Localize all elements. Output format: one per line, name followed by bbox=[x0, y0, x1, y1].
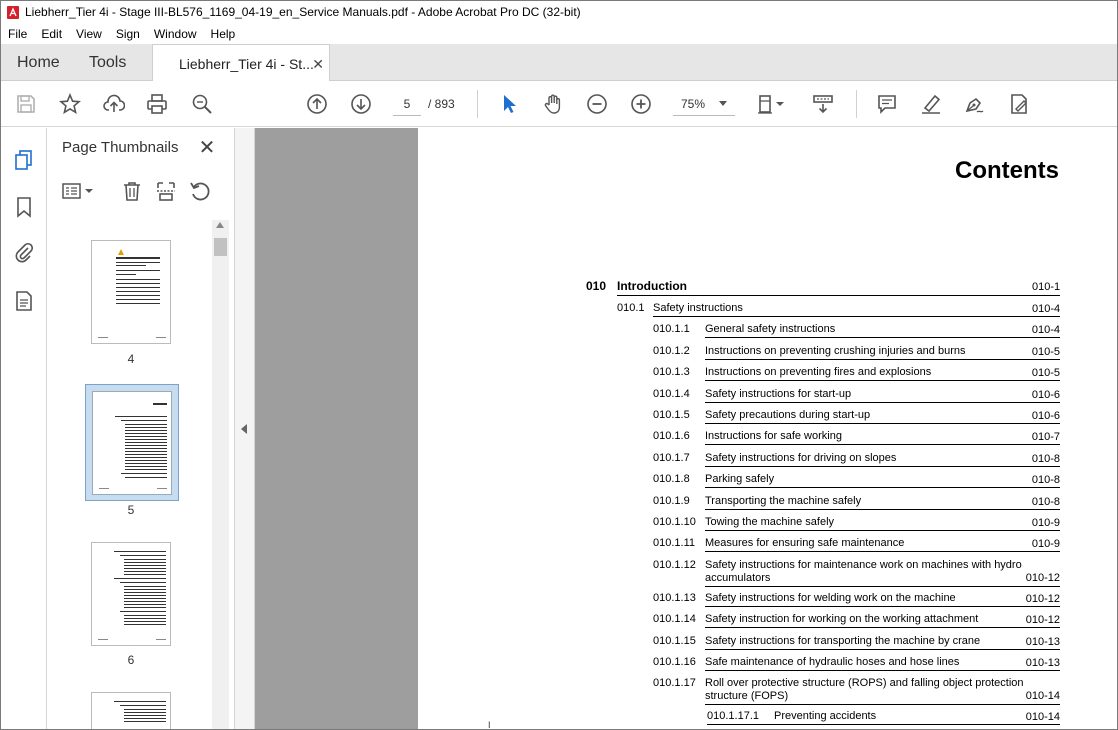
toc-item-title[interactable]: Towing the machine safely bbox=[705, 516, 835, 528]
toc-item-number: 010.1.11 bbox=[653, 537, 696, 549]
thumbnail-label: 5 bbox=[127, 503, 135, 517]
zoom-level-value: 75% bbox=[681, 96, 706, 111]
comment-icon[interactable] bbox=[875, 92, 899, 116]
bookmarks-icon[interactable] bbox=[12, 195, 36, 219]
toc-item-number: 010.1.2 bbox=[653, 345, 690, 357]
zoom-in-icon[interactable] bbox=[629, 92, 653, 116]
toc-item-title[interactable]: Measures for ensuring safe maintenance bbox=[705, 537, 905, 549]
toc-item-number: 010.1.6 bbox=[653, 430, 690, 442]
toc-rule bbox=[705, 670, 1060, 671]
toc-item-page: 010-6 bbox=[1031, 410, 1060, 422]
close-tab-icon[interactable]: ✕ bbox=[312, 56, 324, 72]
title-bar bbox=[1, 1, 1117, 23]
save-icon[interactable] bbox=[14, 92, 38, 116]
thumbnail-label: 6 bbox=[127, 653, 135, 667]
toc-section-page: 010-4 bbox=[1032, 303, 1061, 315]
toc-item-title[interactable]: Safe maintenance of hydraulic hoses and hose lines bbox=[705, 656, 960, 668]
page-number-input[interactable]: 5 bbox=[393, 92, 421, 116]
toc-rule bbox=[705, 530, 1060, 531]
toc-item-page: 010-9 bbox=[1031, 517, 1060, 529]
toolbar-divider bbox=[856, 90, 857, 118]
toc-item-page: 010-4 bbox=[1031, 324, 1060, 336]
toc-rule bbox=[705, 487, 1060, 488]
toolbar-divider bbox=[477, 90, 478, 118]
menu-view[interactable]: View bbox=[76, 26, 102, 41]
attachments-icon[interactable] bbox=[12, 241, 36, 265]
highlight-pen-icon[interactable] bbox=[919, 92, 943, 116]
toc-chapter-page: 010-1 bbox=[1032, 281, 1061, 293]
toc-subitem-title[interactable]: Preventing accidents bbox=[774, 710, 877, 722]
toc-item-page: 010-12 bbox=[1025, 614, 1060, 626]
toc-item-title-line: structure (FOPS) bbox=[705, 690, 789, 702]
toc-item-page: 010-9 bbox=[1031, 538, 1060, 550]
pdf-page bbox=[418, 128, 1117, 730]
delete-page-icon[interactable] bbox=[120, 179, 144, 203]
toc-rule bbox=[707, 724, 1060, 725]
toc-item-number: 010.1.3 bbox=[653, 366, 690, 378]
next-page-icon[interactable] bbox=[349, 92, 373, 116]
fill-sign-icon[interactable] bbox=[1007, 92, 1031, 116]
toc-item-page: 010-12 bbox=[1025, 572, 1060, 584]
toc-rule bbox=[705, 337, 1060, 338]
toc-subitem-page: 010-14 bbox=[1025, 711, 1060, 723]
page-thumbnails-icon[interactable] bbox=[12, 148, 36, 172]
tab-bar bbox=[1, 44, 1117, 81]
toc-rule bbox=[705, 586, 1060, 587]
toc-item-page: 010-6 bbox=[1031, 389, 1060, 401]
toc-item-page: 010-14 bbox=[1025, 690, 1060, 702]
toc-item-page: 010-5 bbox=[1031, 346, 1060, 358]
toc-rule bbox=[617, 295, 1060, 296]
toc-item-number: 010.1.13 bbox=[653, 592, 696, 604]
scrollbar-thumb[interactable] bbox=[214, 238, 227, 256]
toc-rule bbox=[705, 704, 1060, 705]
toc-rule bbox=[705, 380, 1060, 381]
thumbnail-page-6[interactable] bbox=[91, 542, 171, 646]
hand-tool-icon[interactable] bbox=[541, 92, 565, 116]
thumbnail-list bbox=[47, 220, 213, 730]
tab-home[interactable]: Home bbox=[17, 53, 60, 71]
toc-item-number: 010.1.9 bbox=[653, 495, 690, 507]
toc-item-number: 010.1.14 bbox=[653, 613, 696, 625]
thumbnail-page-5[interactable] bbox=[92, 391, 172, 495]
tab-document-label: Liebherr_Tier 4i - St... bbox=[179, 55, 314, 72]
toc-item-title[interactable] bbox=[705, 677, 1024, 702]
toc-item-number: 010.1.15 bbox=[653, 635, 696, 647]
toc-item-number: 010.1.5 bbox=[653, 409, 690, 421]
contents-heading: Contents bbox=[955, 157, 1059, 184]
extract-page-icon[interactable] bbox=[154, 179, 178, 203]
scroll-mode-icon[interactable] bbox=[811, 92, 835, 116]
toc-item-title[interactable]: Instructions on preventing fires and explosions bbox=[705, 366, 932, 378]
toc-section-number: 010.1 bbox=[617, 302, 645, 314]
toc-rule bbox=[653, 316, 1060, 317]
toc-item-title[interactable]: Safety instruction for working on the working attachment bbox=[705, 613, 979, 625]
print-icon[interactable] bbox=[145, 92, 169, 116]
toc-item-number: 010.1.17 bbox=[653, 677, 696, 689]
toc-item-page: 010-7 bbox=[1031, 431, 1060, 443]
toc-item-title[interactable]: Safety precautions during start-up bbox=[705, 409, 871, 421]
zoom-search-icon[interactable] bbox=[190, 92, 214, 116]
toc-item-page: 010-13 bbox=[1025, 657, 1060, 669]
toc-item-page: 010-5 bbox=[1031, 367, 1060, 379]
toc-item-title[interactable]: Safety instructions for start-up bbox=[705, 388, 852, 400]
toc-item-title[interactable]: Safety instructions for welding work on the machine bbox=[705, 592, 956, 604]
chevron-down-icon bbox=[719, 101, 727, 106]
toc-item-title[interactable] bbox=[705, 559, 1022, 584]
select-cursor-icon[interactable] bbox=[497, 92, 521, 116]
layers-document-icon[interactable] bbox=[12, 289, 36, 313]
toc-item-title[interactable]: Transporting the machine safely bbox=[705, 495, 862, 507]
toc-item-title[interactable]: Instructions on preventing crushing injuries and burns bbox=[705, 345, 966, 357]
thumbnail-scrollbar[interactable] bbox=[212, 220, 229, 730]
toc-rule bbox=[705, 627, 1060, 628]
menu-sign[interactable]: Sign bbox=[115, 26, 140, 41]
tab-tools[interactable]: Tools bbox=[89, 53, 127, 71]
previous-page-icon[interactable] bbox=[305, 92, 329, 116]
menu-file[interactable]: File bbox=[8, 26, 28, 41]
toc-rule bbox=[705, 551, 1060, 552]
toc-item-title[interactable]: Safety instructions for driving on slopes bbox=[705, 452, 897, 464]
menu-edit[interactable]: Edit bbox=[41, 26, 63, 41]
toc-rule bbox=[705, 649, 1060, 650]
toc-item-page: 010-8 bbox=[1031, 496, 1060, 508]
toc-item-number: 010.1.1 bbox=[653, 323, 690, 335]
toc-item-number: 010.1.7 bbox=[653, 452, 690, 464]
tab-document[interactable] bbox=[152, 44, 330, 82]
zoom-out-icon[interactable] bbox=[585, 92, 609, 116]
toc-rule bbox=[705, 606, 1060, 607]
text-cursor-icon: I bbox=[488, 720, 491, 730]
toc-item-page: 010-12 bbox=[1025, 593, 1060, 605]
toc-item-title-line: Roll over protective structure (ROPS) and falling object protection bbox=[705, 677, 1024, 689]
left-navigation-rail bbox=[1, 128, 47, 730]
toc-item-page: 010-8 bbox=[1031, 453, 1060, 465]
panel-title: Page Thumbnails bbox=[62, 139, 179, 156]
main-toolbar bbox=[1, 81, 1117, 127]
sign-pen-icon[interactable] bbox=[962, 92, 986, 116]
menu-window[interactable]: Window bbox=[153, 26, 197, 41]
toc-rule bbox=[705, 509, 1060, 510]
toc-item-number: 010.1.10 bbox=[653, 516, 696, 528]
toc-item-title-line: accumulators bbox=[705, 572, 771, 584]
scroll-up-icon[interactable] bbox=[216, 222, 224, 228]
toc-item-title[interactable]: Safety instructions for transporting the machine by crane bbox=[705, 635, 981, 647]
toc-item-title-line: Safety instructions for maintenance work on machines with hydro bbox=[705, 559, 1022, 571]
collapse-left-icon[interactable] bbox=[241, 424, 247, 434]
zoom-level-select[interactable] bbox=[673, 92, 735, 116]
page-thumbnails-panel bbox=[47, 128, 235, 730]
toc-section-title[interactable]: Safety instructions bbox=[653, 302, 743, 314]
toc-item-page: 010-8 bbox=[1031, 474, 1060, 486]
toc-item-title[interactable]: Instructions for safe working bbox=[705, 430, 842, 442]
menu-help[interactable]: Help bbox=[210, 26, 236, 41]
menu-bar bbox=[1, 23, 1117, 44]
page-fit-dropdown-icon[interactable] bbox=[773, 92, 787, 116]
acrobat-logo-icon bbox=[7, 6, 19, 19]
thumbnail-page-7[interactable] bbox=[91, 692, 171, 730]
rotate-page-icon[interactable] bbox=[188, 179, 212, 203]
toc-rule bbox=[705, 359, 1060, 360]
toc-item-title[interactable]: Parking safely bbox=[705, 473, 775, 485]
toc-chapter-number: 010 bbox=[586, 279, 607, 293]
toc-subitem-number: 010.1.17.1 bbox=[707, 710, 759, 722]
page-total: / 893 bbox=[428, 97, 455, 111]
close-panel-icon[interactable]: ✕ bbox=[198, 136, 216, 159]
toc-item-number: 010.1.16 bbox=[653, 656, 696, 668]
panel-collapse-divider[interactable] bbox=[235, 128, 255, 730]
toc-rule bbox=[705, 423, 1060, 424]
thumbnail-options-icon[interactable] bbox=[61, 179, 95, 203]
toc-chapter-title[interactable]: Introduction bbox=[617, 279, 687, 293]
window-title: Liebherr_Tier 4i - Stage III-BL576_1169_04-19_en_Service Manuals.pdf - Adobe Acrobat Pro DC (32-bit) bbox=[25, 5, 581, 19]
toc-item-number: 010.1.12 bbox=[653, 559, 696, 571]
upload-cloud-icon[interactable] bbox=[102, 92, 126, 116]
toc-item-title[interactable]: General safety instructions bbox=[705, 323, 836, 335]
warning-icon bbox=[118, 249, 124, 255]
toc-rule bbox=[705, 466, 1060, 467]
toc-item-number: 010.1.4 bbox=[653, 388, 690, 400]
toc-item-page: 010-13 bbox=[1025, 636, 1060, 648]
toc-rule bbox=[705, 402, 1060, 403]
thumbnail-label: 4 bbox=[127, 352, 135, 366]
toc-item-number: 010.1.8 bbox=[653, 473, 690, 485]
bookmark-star-icon[interactable] bbox=[58, 92, 82, 116]
thumbnail-page-4[interactable] bbox=[91, 240, 171, 344]
document-viewer[interactable] bbox=[255, 128, 1117, 730]
toc-rule bbox=[705, 444, 1060, 445]
